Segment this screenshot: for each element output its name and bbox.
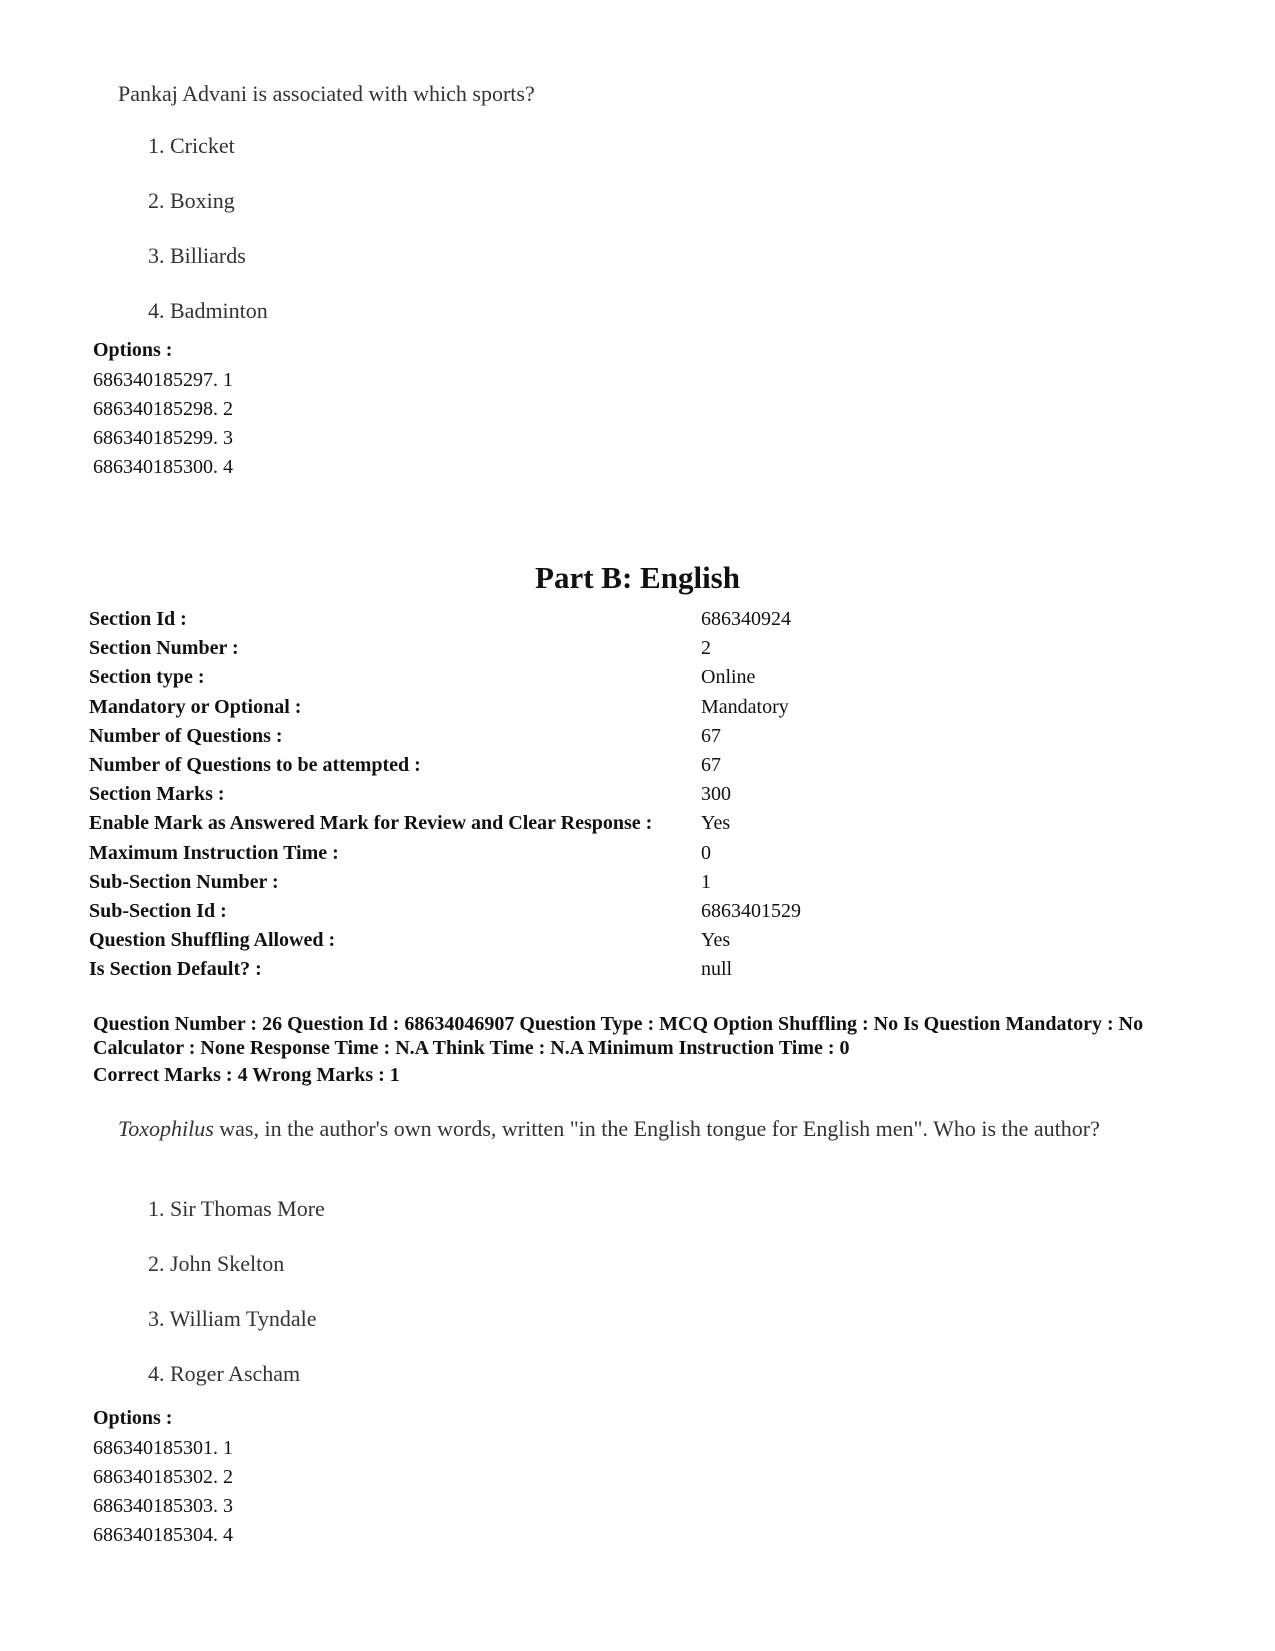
option-id: 686340185304. 4 xyxy=(93,1524,233,1546)
info-key: Maximum Instruction Time : xyxy=(89,841,339,864)
info-value: Yes xyxy=(701,929,731,952)
info-key: Number of Questions : xyxy=(89,724,283,747)
options-label: Options : xyxy=(93,1407,173,1429)
choice-list xyxy=(148,132,268,352)
info-value: 686340924 xyxy=(701,608,791,631)
section-info-table xyxy=(89,605,801,984)
info-row xyxy=(89,693,801,722)
info-key: Sub-Section Number : xyxy=(89,870,279,893)
info-value: 300 xyxy=(701,783,731,806)
info-value: 67 xyxy=(701,754,721,777)
info-row xyxy=(89,868,801,897)
info-row xyxy=(89,897,801,926)
question-text-rest: was, in the author's own words, written "in the English tongue for English men". Who is the author? xyxy=(213,1116,1100,1141)
choice-item: 1. Sir Thomas More xyxy=(148,1196,325,1221)
options-list xyxy=(93,1434,233,1550)
info-row xyxy=(89,809,801,838)
info-row xyxy=(89,722,801,751)
info-row xyxy=(89,634,801,663)
choice-item: 4. Badminton xyxy=(148,298,268,323)
info-key: Enable Mark as Answered Mark for Review and Clear Response : xyxy=(89,812,653,835)
info-key: Mandatory or Optional : xyxy=(89,695,302,718)
choice-item: 3. William Tyndale xyxy=(148,1306,317,1331)
option-id: 686340185297. 1 xyxy=(93,369,233,391)
info-key: Section Id : xyxy=(89,608,187,631)
options-list xyxy=(93,366,233,482)
info-row xyxy=(89,605,801,634)
option-id: 686340185302. 2 xyxy=(93,1466,233,1488)
option-id: 686340185303. 3 xyxy=(93,1495,233,1517)
question-text xyxy=(118,1115,1118,1143)
choice-item: 1. Cricket xyxy=(148,133,235,158)
info-value: 2 xyxy=(701,637,711,660)
option-id: 686340185300. 4 xyxy=(93,456,233,478)
info-key: Section type : xyxy=(89,666,205,689)
info-value: 6863401529 xyxy=(701,899,801,922)
info-value: Online xyxy=(701,666,756,689)
choice-list xyxy=(148,1195,325,1415)
question-title-italic: Toxophilus xyxy=(118,1116,214,1141)
info-value: 0 xyxy=(701,841,711,864)
option-id: 686340185299. 3 xyxy=(93,427,233,449)
info-value: Yes xyxy=(701,812,731,835)
info-row xyxy=(89,926,801,955)
info-value: Mandatory xyxy=(701,695,789,718)
info-row xyxy=(89,663,801,692)
info-key: Question Shuffling Allowed : xyxy=(89,929,336,952)
info-value: 67 xyxy=(701,724,721,747)
info-row xyxy=(89,751,801,780)
info-key: Number of Questions to be attempted : xyxy=(89,754,421,777)
info-row xyxy=(89,955,801,984)
choice-item: 2. John Skelton xyxy=(148,1251,285,1276)
part-title: Part B: English xyxy=(535,560,740,595)
option-id: 686340185301. 1 xyxy=(93,1437,233,1459)
choice-item: 2. Boxing xyxy=(148,188,235,213)
info-value: null xyxy=(701,958,733,981)
question-text: Pankaj Advani is associated with which sports? xyxy=(118,81,535,106)
info-row xyxy=(89,780,801,809)
info-key: Section Number : xyxy=(89,637,239,660)
info-key: Sub-Section Id : xyxy=(89,899,227,922)
choice-item: 4. Roger Ascham xyxy=(148,1361,301,1386)
question-marks: Correct Marks : 4 Wrong Marks : 1 xyxy=(93,1064,400,1086)
info-key: Is Section Default? : xyxy=(89,958,262,981)
option-id: 686340185298. 2 xyxy=(93,398,233,420)
choice-item: 3. Billiards xyxy=(148,243,246,268)
info-row xyxy=(89,839,801,868)
info-value: 1 xyxy=(701,870,711,893)
question-header: Question Number : 26 Question Id : 68634046907 Question Type : MCQ Option Shuffling : No Is Question Mandatory : No Calculator : None Response Time : N.A Think Time : N.A Minimum Instruction Time : 0 xyxy=(93,1013,1144,1059)
info-key: Section Marks : xyxy=(89,783,225,806)
options-label: Options : xyxy=(93,339,173,361)
